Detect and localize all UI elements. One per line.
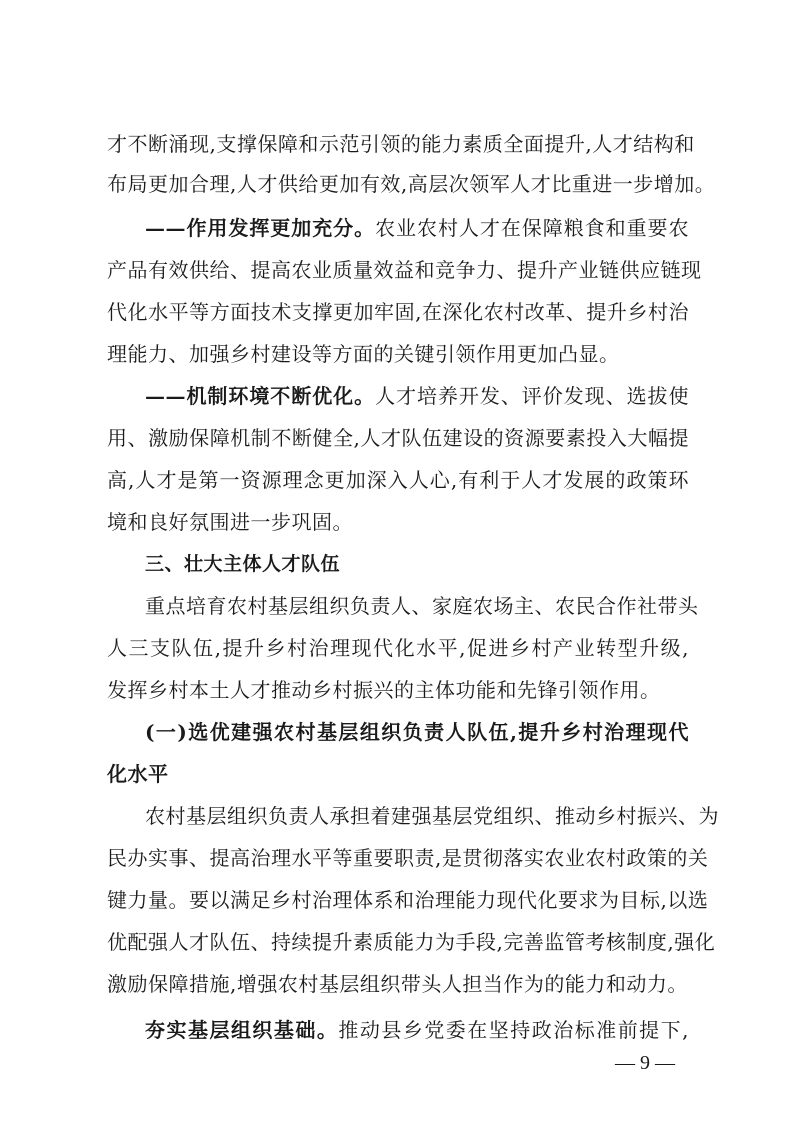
paragraph-line: 键力量。要以满足乡村治理体系和治理能力现代化要求为目标,以选 xyxy=(107,888,709,912)
paragraph-line: 民办实事、提高治理水平等重要职责,是贯彻落实农业农村政策的关 xyxy=(107,846,709,870)
paragraph-line: 重点培育农村基层组织负责人、家庭农场主、农民合作社带头 xyxy=(145,594,699,618)
paragraph-lead: ——机制环境不断优化。 xyxy=(145,384,376,408)
paragraph-text: 推动县乡党委在坚持政治标准前提下, xyxy=(338,1018,690,1042)
subsection-heading: (一)选优建强农村基层组织负责人队伍,提升乡村治理现代 xyxy=(145,720,689,744)
paragraph-line: 理能力、加强乡村建设等方面的关键引领作用更加凸显。 xyxy=(107,342,620,366)
page-number: — 9 — xyxy=(615,1052,675,1074)
paragraph-line: 境和良好氛围进一步巩固。 xyxy=(107,510,353,534)
paragraph-line: 激励保障措施,增强农村基层组织带头人担当作为的能力和动力。 xyxy=(107,972,688,996)
paragraph-line: 优配强人才队伍、持续提升素质能力为手段,完善监管考核制度,强化 xyxy=(107,930,716,954)
paragraph-line: 发挥乡村本土人才推动乡村振兴的主体功能和先锋引领作用。 xyxy=(107,678,661,702)
paragraph-line: 人三支队伍,提升乡村治理现代化水平,促进乡村产业转型升级, xyxy=(107,636,689,660)
paragraph-line: 才不断涌现,支撑保障和示范引领的能力素质全面提升,人才结构和 xyxy=(107,132,695,156)
section-heading: 三、壮大主体人才队伍 xyxy=(145,553,341,575)
subsection-heading: 化水平 xyxy=(107,762,169,786)
paragraph-line xyxy=(145,1010,689,1050)
paragraph-line: 代化水平等方面技术支撑更加牢固,在深化农村改革、提升乡村治 xyxy=(107,300,689,324)
paragraph-lead: ——作用发挥更加充分。 xyxy=(145,216,376,240)
paragraph-lead: 夯实基层组织基础。 xyxy=(145,1018,339,1042)
paragraph-line: 布局更加合理,人才供给更加有效,高层次领军人才比重进一步增加。 xyxy=(107,172,716,196)
paragraph-text: 人才培养开发、评价发现、选拔使 xyxy=(375,384,690,408)
paragraph-line: 用、激励保障机制不断健全,人才队伍建设的资源要素投入大幅提 xyxy=(107,426,689,450)
paragraph-line: 农村基层组织负责人承担着建强基层党组织、推动乡村振兴、为 xyxy=(145,804,719,828)
paragraph-line xyxy=(145,208,689,248)
paragraph-text: 农业农村人才在保障粮食和重要农 xyxy=(375,216,690,240)
paragraph-line: 产品有效供给、提高农业质量效益和竞争力、提升产业链供应链现 xyxy=(107,258,702,282)
paragraph-line: 高,人才是第一资源理念更加深入人心,有利于人才发展的政策环 xyxy=(107,468,689,492)
paragraph-line xyxy=(145,376,689,416)
